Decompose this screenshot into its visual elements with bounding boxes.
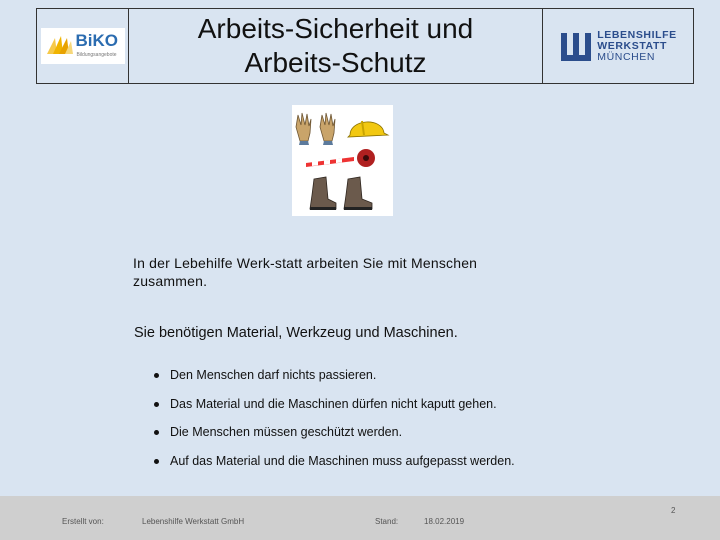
- list-item: Den Menschen darf nichts passieren.: [152, 358, 515, 387]
- gloves-icon: [296, 113, 335, 145]
- lebenshilfe-logo-icon: [559, 29, 593, 63]
- barrier-tape-icon: [306, 149, 375, 167]
- helmet-icon: [348, 121, 388, 137]
- lebenshilfe-logo-line3: MÜNCHEN: [597, 50, 656, 63]
- page-number: 2: [671, 506, 676, 515]
- list-item: Auf das Material und die Maschinen muss aufgepasst werden.: [152, 444, 515, 473]
- biko-logo-tagline: Bildungsangebote: [76, 52, 117, 58]
- footer-created-value: Lebenshilfe Werkstatt GmbH: [142, 517, 245, 526]
- footer: [0, 496, 720, 540]
- footer-status-label: Stand:: [375, 517, 399, 526]
- header-table: [36, 8, 694, 84]
- title-line-1: Arbeits-Sicherheit und: [197, 13, 474, 44]
- lebenshilfe-logo-text: [597, 30, 677, 63]
- lead-text: Sie benötigen Material, Werkzeug und Maschinen.: [134, 325, 458, 341]
- biko-logo: [41, 28, 125, 64]
- list-item: Das Material und die Maschinen dürfen nicht kaputt gehen.: [152, 387, 515, 416]
- list-item: Die Menschen müssen geschützt werden.: [152, 415, 515, 444]
- biko-logo-name: BiKO: [75, 31, 118, 50]
- lebenshilfe-logo-line2: WERKSTATT: [597, 39, 667, 52]
- footer-created-label: Erstellt von:: [62, 517, 104, 526]
- intro-text: In der Lebehilfe Werk-statt arbeiten Sie mit Menschen zusammen.: [133, 255, 478, 289]
- footer-status-value: 18.02.2019: [424, 517, 465, 526]
- biko-logo-cell: [37, 9, 129, 83]
- safety-boots-icon: [310, 177, 372, 210]
- title-line-2: Arbeits-Schutz: [244, 47, 427, 78]
- title-cell: [129, 9, 543, 83]
- page-title: [198, 12, 473, 80]
- bullet-list: [152, 358, 515, 472]
- lebenshilfe-logo-cell: [543, 9, 693, 83]
- safety-equipment-image: [292, 105, 393, 216]
- lebenshilfe-logo-line1: LEBENSHILFE: [597, 28, 677, 41]
